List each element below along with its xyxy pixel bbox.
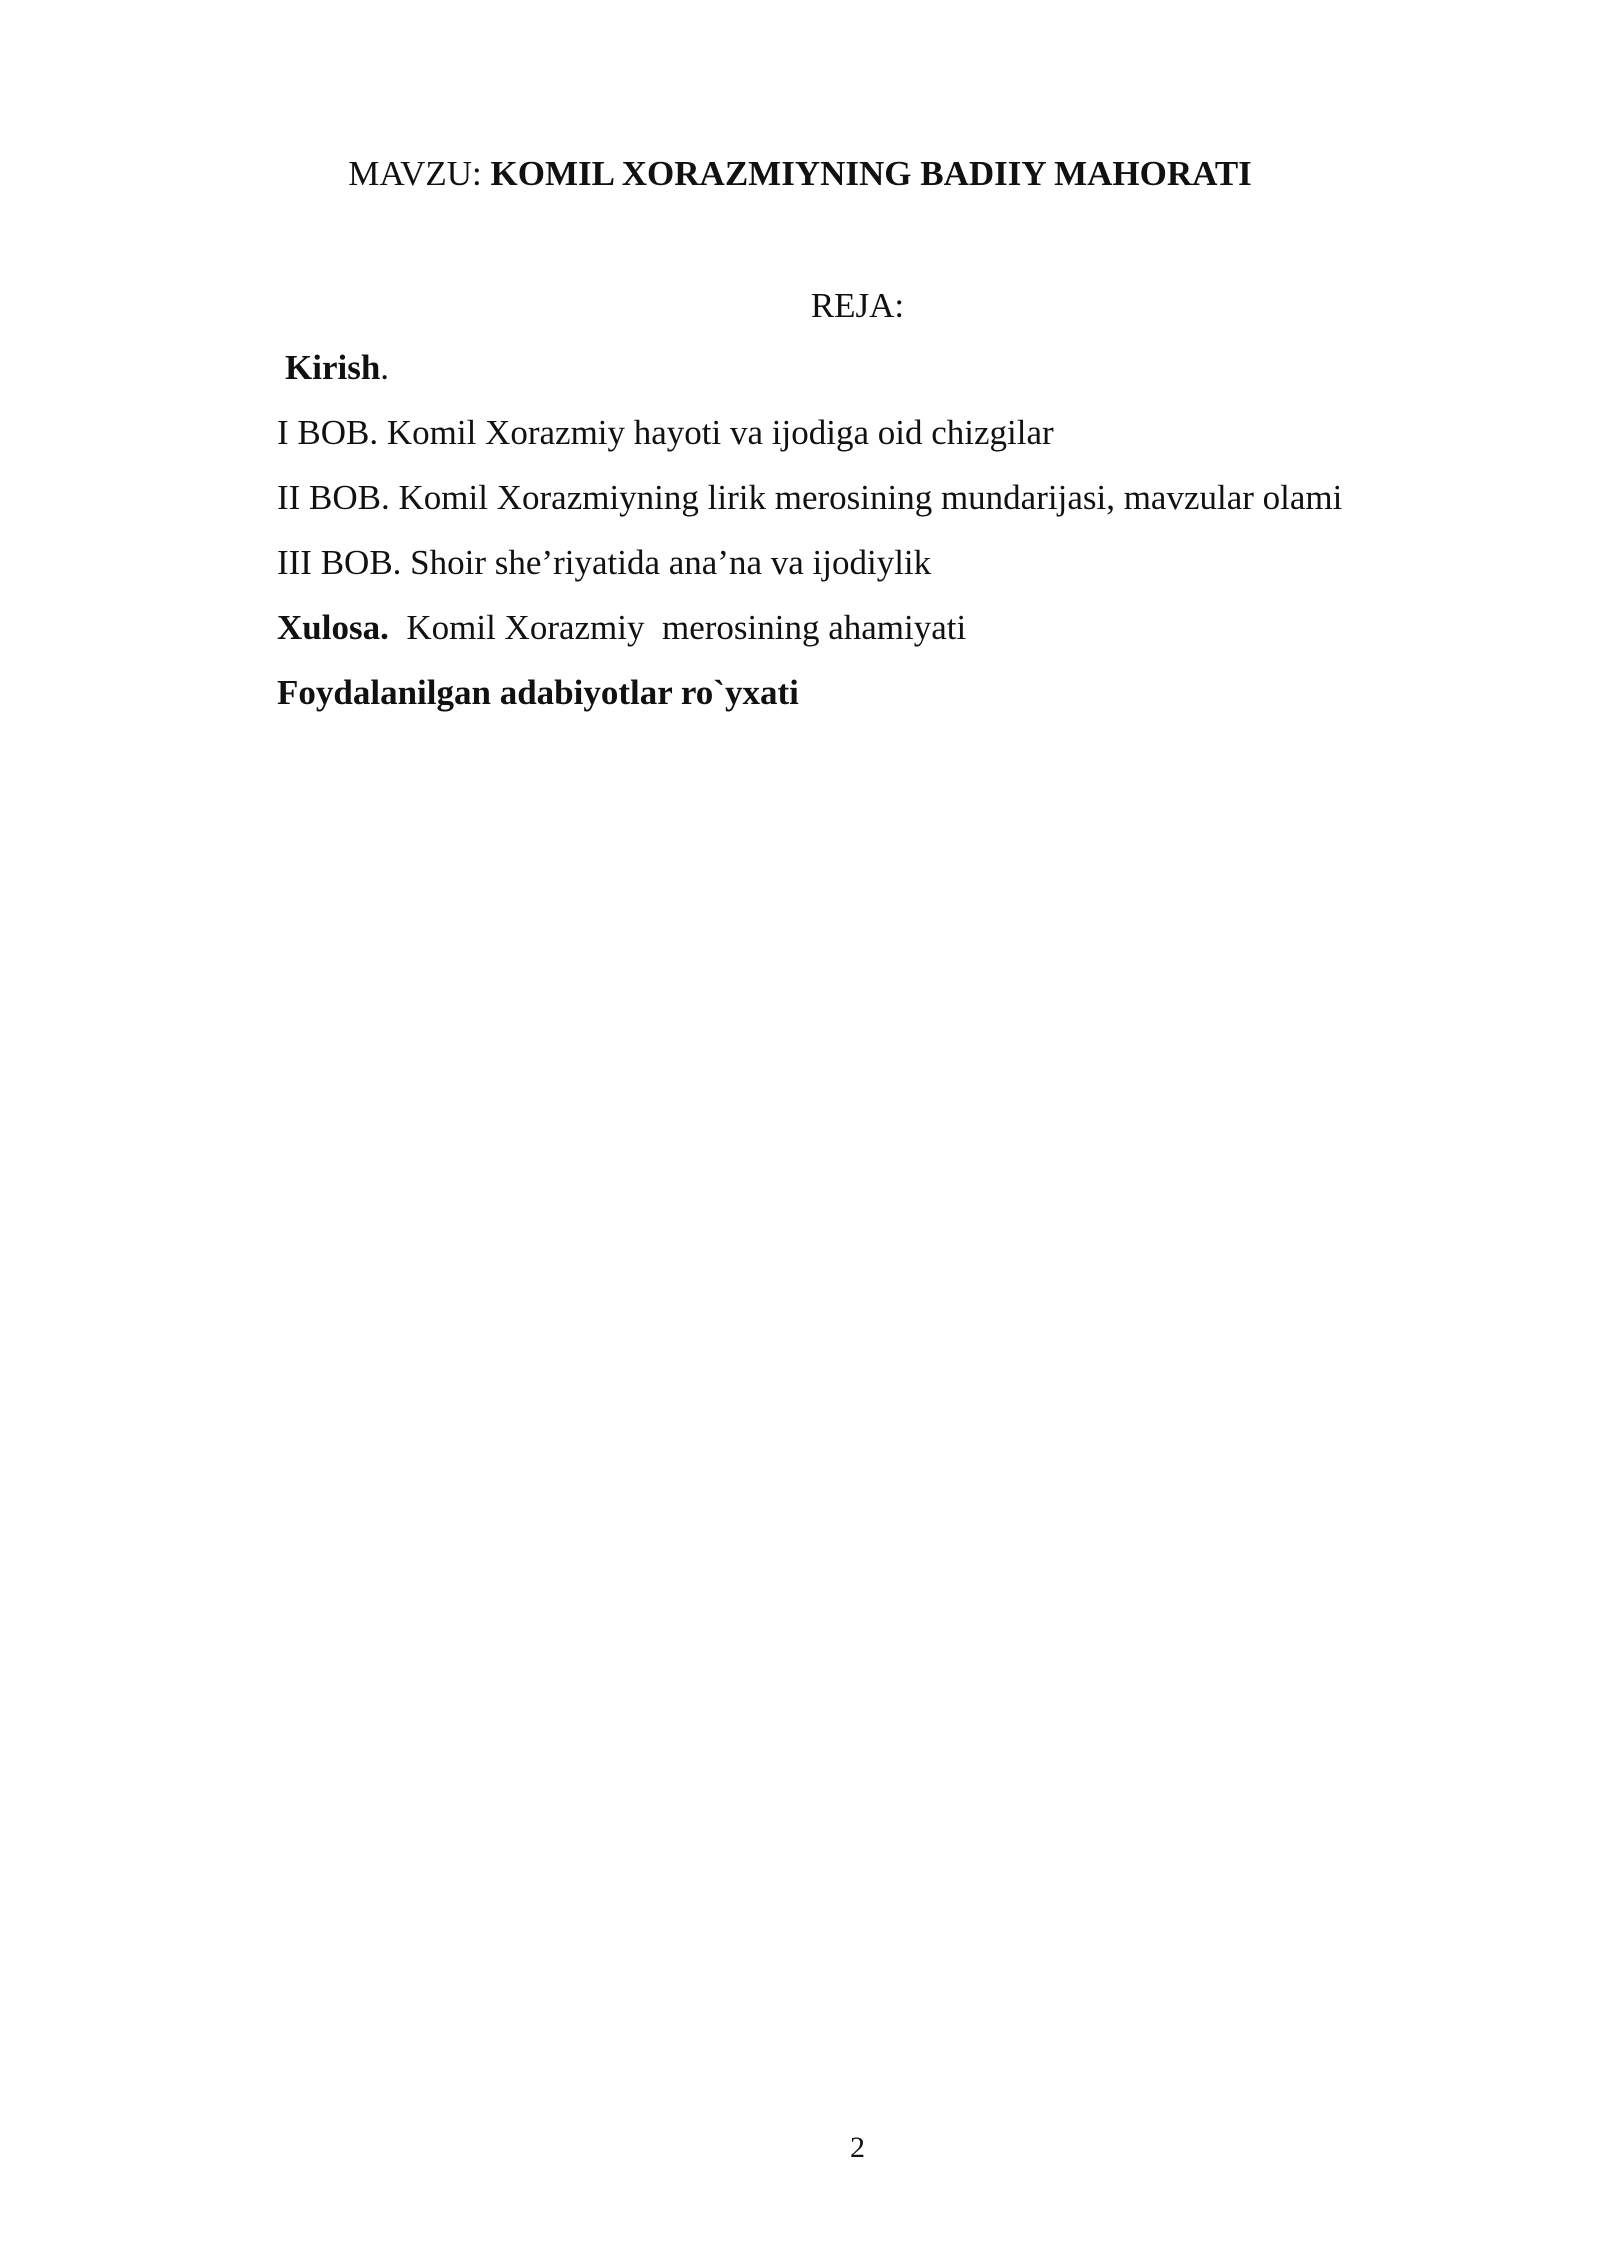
plan-item-text: III BOB. Shoir she’riyatida ana’na va ijodiylik	[277, 543, 932, 582]
page-number: 2	[850, 2131, 865, 2164]
plan-item-bold: Xulosa.	[277, 608, 389, 647]
title-main: KOMIL XORAZMIYNING BADIIY MAHORATI	[490, 154, 1252, 193]
plan-item-text: .	[380, 348, 390, 387]
title-prefix: MAVZU:	[348, 154, 491, 193]
plan-item-references	[277, 669, 1527, 734]
plan-item-conclusion	[277, 604, 1527, 669]
plan-list	[277, 344, 1527, 734]
plan-item-bold: Kirish	[285, 348, 381, 387]
plan-item-text: Komil Xorazmiy merosining ahamiyati	[388, 608, 967, 647]
plan-item-bold: Foydalanilgan adabiyotlar ro`yxati	[277, 673, 799, 712]
plan-heading: REJA:	[810, 286, 905, 325]
plan-item-text: I BOB. Komil Xorazmiy hayoti va ijodiga oid chizgilar	[277, 413, 1054, 452]
plan-item-chapter-3	[277, 539, 1527, 604]
plan-item-chapter-1	[277, 409, 1527, 474]
plan-item-text: II BOB. Komil Xorazmiyning lirik merosining mundarijasi, mavzular olami	[277, 478, 1343, 517]
plan-item-introduction	[277, 344, 1527, 409]
document-title	[0, 150, 1600, 198]
plan-item-chapter-2	[277, 474, 1527, 539]
